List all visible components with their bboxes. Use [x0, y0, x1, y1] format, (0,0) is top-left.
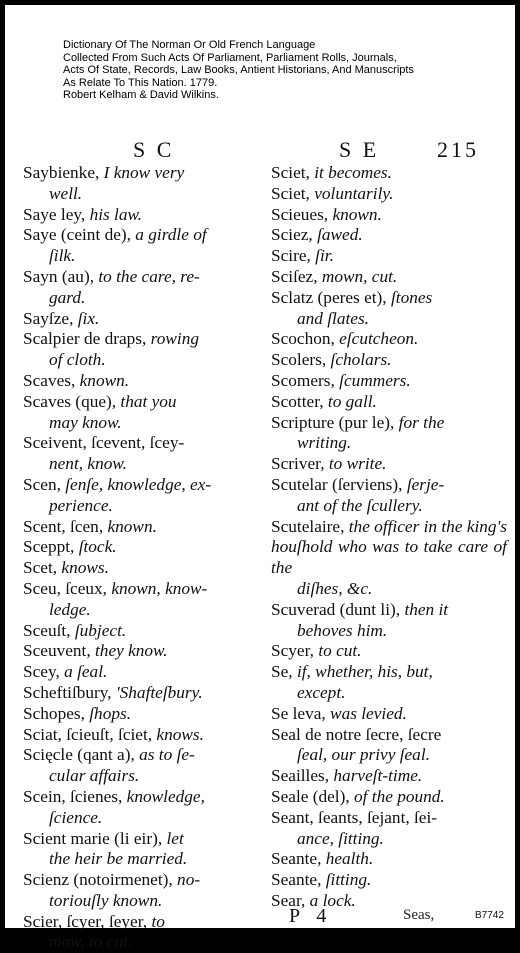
entry-continuation: diſhes, &c.	[297, 578, 373, 598]
dictionary-entry	[271, 350, 507, 371]
dictionary-entry	[271, 787, 507, 808]
entry-headword: Seant, ſeants, ſejant, ſei-	[271, 807, 438, 827]
dictionary-entry	[23, 579, 261, 621]
dictionary-entry	[271, 163, 507, 184]
entry-gloss: mown, cut.	[321, 266, 398, 286]
dictionary-entry	[23, 163, 261, 205]
entry-gloss: ſhops.	[89, 703, 132, 723]
dictionary-entry	[23, 309, 261, 330]
entry-headword: Schopes,	[23, 703, 85, 723]
entry-continuation: may know.	[49, 412, 122, 432]
entry-gloss: then it	[404, 599, 449, 619]
entry-headword: Scieues,	[271, 204, 329, 224]
dictionary-entry	[271, 641, 507, 662]
dictionary-entry	[23, 870, 261, 912]
entry-gloss: no-	[177, 870, 201, 890]
entry-headword: Scaves (que),	[23, 391, 117, 411]
entry-headword: Seale (del),	[271, 786, 350, 806]
entry-gloss: ſenſe, knowledge, ex-	[65, 474, 212, 494]
entry-gloss: harveſt-time.	[333, 766, 423, 786]
dictionary-entry	[23, 225, 261, 267]
dictionary-entry	[23, 745, 261, 787]
entry-gloss: if, whether, his, but,	[296, 662, 433, 682]
entry-headword: Scey,	[23, 662, 60, 682]
entry-gloss: to cut.	[318, 641, 362, 661]
header-line: As Relate To This Nation. 1779.	[63, 76, 218, 89]
dictionary-entry	[271, 371, 507, 392]
entry-headword: Sceppt,	[23, 537, 75, 557]
entry-headword: Scaves,	[23, 370, 76, 390]
entry-headword: Seante,	[271, 849, 322, 869]
entry-continuation: the heir be married.	[49, 849, 188, 869]
dictionary-entry	[271, 725, 507, 767]
entry-headword: Saye ley,	[23, 204, 86, 224]
header-line: Acts Of State, Records, Law Books, Antient Historians, And Manuscripts	[63, 64, 414, 76]
entry-headword: Sceuſt,	[23, 620, 71, 640]
dictionary-entry	[271, 288, 507, 330]
entry-headword: Scent, ſcen,	[23, 516, 104, 536]
entry-headword: Scriver,	[271, 454, 325, 474]
entry-headword: Se,	[271, 662, 293, 682]
entry-continuation: well.	[49, 183, 83, 203]
dictionary-entry	[23, 829, 261, 871]
dictionary-entry	[23, 392, 261, 434]
dictionary-entry	[271, 808, 507, 850]
entry-gloss: the officer in the king's houſhold who was to take care of the	[271, 516, 507, 578]
entry-headword: Scripture (pur le),	[271, 412, 395, 432]
entry-gloss: health.	[325, 849, 374, 869]
entry-headword: Sclatz (peres et),	[271, 287, 387, 307]
entry-headword: Sciet,	[271, 163, 310, 182]
dictionary-entry	[23, 267, 261, 309]
entry-gloss: eſcutcheon.	[339, 329, 419, 349]
entry-continuation: and ſlates.	[297, 308, 370, 328]
entry-headword: Sceuvent,	[23, 641, 91, 661]
entry-headword: Scochon,	[271, 329, 335, 349]
dictionary-entry	[271, 329, 507, 350]
entry-headword: Sciez,	[271, 225, 313, 245]
entry-headword: Sayſze,	[23, 308, 74, 328]
entry-continuation: ance, ſitting.	[297, 828, 384, 848]
entry-gloss: I know very	[103, 163, 185, 182]
entry-headword: Saye (ceint de),	[23, 225, 131, 245]
entry-gloss: knows.	[156, 724, 204, 744]
left-column	[23, 163, 261, 953]
dictionary-entry	[271, 766, 507, 787]
entry-headword: Sciat, ſcieuſt, ſciet,	[23, 724, 153, 744]
entry-headword: Scotter,	[271, 391, 324, 411]
running-head-left: S C	[133, 137, 175, 162]
entry-gloss: knows.	[61, 558, 109, 578]
entry-gloss: ſcholars.	[330, 350, 392, 370]
entry-continuation: ant of the ſcullery.	[297, 495, 423, 515]
entry-continuation: behoves him.	[297, 620, 388, 640]
entry-gloss: ſubject.	[74, 620, 127, 640]
entry-gloss: a girdle of	[135, 225, 207, 245]
entry-headword: Sceivent, ſcevent, ſcey-	[23, 433, 185, 453]
entry-gloss: let	[166, 828, 184, 848]
entry-gloss: ſir.	[315, 246, 334, 266]
entry-headword: Sciet,	[271, 183, 310, 203]
entry-headword: Sear,	[271, 890, 306, 910]
entry-gloss: knowledge,	[126, 786, 205, 806]
entry-gloss: known.	[79, 370, 130, 390]
entry-gloss: his law.	[89, 204, 143, 224]
dictionary-entry	[23, 787, 261, 829]
header-block	[63, 39, 503, 102]
entry-headword: Scuverad (dunt li),	[271, 599, 401, 619]
entry-gloss: of the pound.	[354, 786, 445, 806]
entry-headword: Scet,	[23, 558, 58, 578]
entry-gloss: as to ſe-	[139, 745, 195, 765]
dictionary-entry	[271, 475, 507, 517]
entry-gloss: voluntarily.	[314, 183, 394, 203]
entry-headword: Scalpier de draps,	[23, 329, 147, 349]
header-line: Dictionary Of The Norman Or Old French Language	[63, 39, 316, 51]
entry-gloss: a ſeal.	[64, 662, 108, 682]
entry-continuation: ſilk.	[49, 246, 76, 266]
dictionary-entry	[23, 537, 261, 558]
entry-gloss: ſerje-	[406, 474, 445, 494]
dictionary-entry	[271, 662, 507, 704]
entry-gloss: a lock.	[309, 890, 356, 910]
dictionary-entry	[23, 558, 261, 579]
dictionary-entry	[271, 225, 507, 246]
entry-headword: Scomers,	[271, 370, 335, 390]
entry-headword: Sceu, ſceux,	[23, 578, 107, 598]
entry-gloss: to write.	[328, 454, 387, 474]
dictionary-entry	[271, 184, 507, 205]
document-page	[4, 4, 516, 952]
entry-continuation: gard.	[49, 287, 86, 307]
catchword: Seas,	[403, 907, 435, 923]
page-code: B7742	[475, 910, 504, 921]
dictionary-entry	[23, 205, 261, 226]
running-head-center: S E	[339, 137, 380, 162]
dictionary-entry	[23, 704, 261, 725]
entry-headword: Se leva,	[271, 703, 326, 723]
dictionary-entry	[23, 621, 261, 642]
dictionary-entry	[23, 475, 261, 517]
entry-headword: Scheftiſbury,	[23, 682, 112, 702]
entry-headword: Seante,	[271, 870, 322, 890]
dictionary-entry	[271, 870, 507, 891]
dictionary-entry	[23, 329, 261, 371]
entry-headword: Scyer,	[271, 641, 314, 661]
entry-continuation: except.	[297, 682, 346, 702]
entry-gloss: to gall.	[327, 391, 377, 411]
entry-gloss: for the	[398, 412, 445, 432]
dictionary-entry	[271, 267, 507, 288]
entry-headword: Scutelaire,	[271, 516, 345, 536]
entry-gloss: ſcummers.	[339, 370, 411, 390]
entry-headword: Seailles,	[271, 766, 330, 786]
entry-gloss: to	[151, 911, 165, 931]
entry-headword: Scein, ſcienes,	[23, 786, 123, 806]
dictionary-entry	[271, 205, 507, 226]
entry-headword: Scier, ſcyer, ſeyer,	[23, 911, 148, 931]
entry-continuation: ſcience.	[49, 807, 103, 827]
entry-gloss: that you	[120, 391, 177, 411]
page-number: 215	[437, 137, 479, 162]
dictionary-entry	[271, 392, 507, 413]
entry-gloss: ſtones	[390, 287, 433, 307]
right-column	[271, 163, 507, 912]
entry-continuation: ledge.	[49, 599, 91, 619]
entry-gloss: ſtock.	[78, 537, 117, 557]
entry-headword: Scient marie (li eir),	[23, 828, 163, 848]
entry-continuation: ſeal, our privy ſeal.	[297, 745, 430, 765]
entry-headword: Scire,	[271, 246, 311, 266]
entry-gloss: known.	[332, 204, 382, 224]
entry-gloss: ſitting.	[325, 870, 372, 890]
dictionary-entry	[271, 246, 507, 267]
entry-continuation: toriouſly known.	[49, 890, 163, 910]
dictionary-entry	[23, 725, 261, 746]
entry-gloss: it becomes.	[314, 163, 392, 182]
entry-gloss: ſix.	[77, 308, 100, 328]
dictionary-entry	[23, 371, 261, 392]
entry-gloss: known, know-	[111, 578, 208, 598]
header-line: Collected From Such Acts Of Parliament, Parliament Rolls, Journals,	[63, 51, 397, 64]
entry-continuation: of cloth.	[49, 350, 106, 370]
dictionary-entry	[23, 433, 261, 475]
signature-mark: P 4	[289, 905, 333, 927]
entry-headword: Scutelar (ſerviens),	[271, 474, 403, 494]
dictionary-entry	[23, 912, 261, 953]
entry-continuation: perience.	[49, 495, 113, 515]
entry-headword: Sciſez,	[271, 266, 318, 286]
entry-continuation: writing.	[297, 433, 352, 453]
dictionary-entry	[271, 704, 507, 725]
dictionary-entry	[23, 662, 261, 683]
dictionary-entry	[271, 454, 507, 475]
entry-gloss: known.	[107, 516, 157, 536]
entry-headword: Scienz (notoirmenet),	[23, 870, 173, 890]
entry-headword: Sayn (au),	[23, 266, 95, 286]
entry-headword: Scięcle (qant a),	[23, 745, 135, 765]
dictionary-entry	[271, 413, 507, 455]
entry-gloss: ſawed.	[317, 225, 363, 245]
entry-continuation: cular affairs.	[49, 766, 140, 786]
dictionary-entry	[271, 600, 507, 642]
entry-headword: Scen,	[23, 474, 61, 494]
entry-gloss: they know.	[95, 641, 168, 661]
header-line: Robert Kelham & David Wilkins.	[63, 89, 219, 101]
entry-gloss: to the care, re-	[98, 266, 200, 286]
entry-gloss: was levied.	[330, 703, 407, 723]
entry-gloss: rowing	[150, 329, 199, 349]
entry-headword: Seal de notre ſecre, ſecre	[271, 724, 442, 744]
dictionary-entry	[23, 683, 261, 704]
entry-continuation: mow, to cut.	[49, 932, 133, 952]
dictionary-entry	[23, 641, 261, 662]
entry-continuation: nent, know.	[49, 454, 127, 474]
entry-headword: Saybienke,	[23, 163, 100, 182]
entry-gloss: 'Shafteſbury.	[115, 682, 203, 702]
dictionary-entry	[271, 849, 507, 870]
entry-headword: Scolers,	[271, 350, 327, 370]
dictionary-entry	[271, 517, 507, 600]
dictionary-entry	[23, 517, 261, 538]
